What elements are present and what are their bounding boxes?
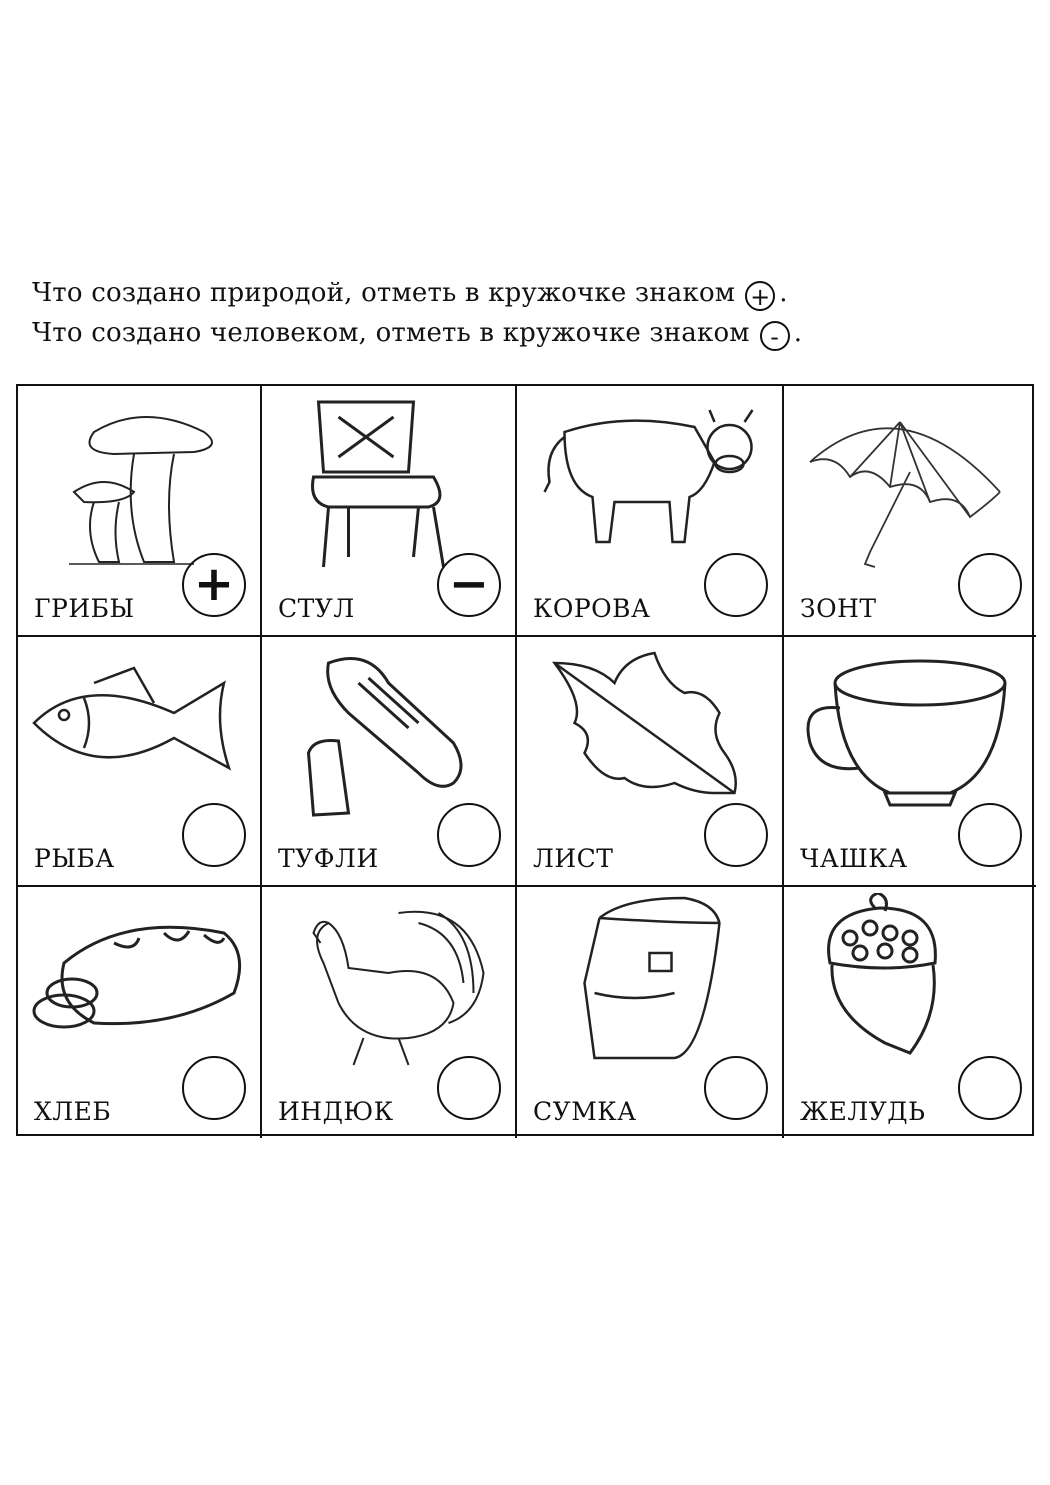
fish-icon <box>24 643 254 823</box>
turkey-icon <box>268 893 509 1073</box>
acorn-icon <box>790 893 1030 1073</box>
card-label: ЖЕЛУДЬ <box>800 1097 926 1126</box>
card-label: СУМКА <box>533 1097 637 1126</box>
instruction-period: . <box>793 318 803 348</box>
answer-circle[interactable] <box>704 1056 768 1120</box>
leaf-icon <box>523 643 776 823</box>
chair-icon <box>268 392 509 572</box>
answer-circle[interactable] <box>704 803 768 867</box>
card-bread <box>18 887 262 1138</box>
card-label: ХЛЕБ <box>34 1097 112 1126</box>
answer-circle[interactable] <box>437 1056 501 1120</box>
answer-circle[interactable] <box>182 1056 246 1120</box>
answer-circle[interactable]: − <box>437 553 501 617</box>
card-chair <box>262 386 517 637</box>
card-turkey <box>262 887 517 1138</box>
card-label: ЧАШКА <box>800 844 908 873</box>
mushrooms-icon <box>24 392 254 572</box>
instruction-period: . <box>779 278 788 308</box>
shoes-icon <box>268 643 509 823</box>
card-cup <box>784 637 1036 887</box>
answer-circle[interactable] <box>704 553 768 617</box>
card-grid <box>16 384 1034 1136</box>
plus-sign-example: + <box>745 281 775 311</box>
card-label: ЛИСТ <box>533 844 614 873</box>
instruction-nature <box>32 278 788 311</box>
instruction-nature-text: Что создано природой, отметь в кружочке знаком <box>32 278 736 308</box>
card-label: КОРОВА <box>533 594 651 623</box>
bag-icon <box>523 893 776 1073</box>
card-fish <box>18 637 262 887</box>
answer-circle[interactable] <box>958 803 1022 867</box>
answer-circle[interactable] <box>182 803 246 867</box>
cow-icon <box>523 392 776 572</box>
cup-icon <box>790 643 1030 823</box>
card-label: ИНДЮК <box>278 1097 394 1126</box>
instruction-human-text: Что создано человеком, отметь в кружочке знаком <box>32 318 750 348</box>
card-label: ЗОНТ <box>800 594 877 623</box>
card-mushrooms <box>18 386 262 637</box>
card-umbrella <box>784 386 1036 637</box>
umbrella-icon <box>790 392 1030 572</box>
card-acorn <box>784 887 1036 1138</box>
card-label: СТУЛ <box>278 594 355 623</box>
instruction-human <box>32 318 802 351</box>
answer-circle[interactable]: + <box>182 553 246 617</box>
card-label: РЫБА <box>34 844 115 873</box>
minus-sign-example: - <box>760 321 790 351</box>
answer-circle[interactable] <box>958 1056 1022 1120</box>
card-label: ТУФЛИ <box>278 844 379 873</box>
bread-icon <box>24 893 254 1073</box>
answer-circle[interactable] <box>437 803 501 867</box>
card-bag <box>517 887 784 1138</box>
card-label: ГРИБЫ <box>34 594 135 623</box>
card-cow <box>517 386 784 637</box>
answer-circle[interactable] <box>958 553 1022 617</box>
card-leaf <box>517 637 784 887</box>
card-shoes <box>262 637 517 887</box>
